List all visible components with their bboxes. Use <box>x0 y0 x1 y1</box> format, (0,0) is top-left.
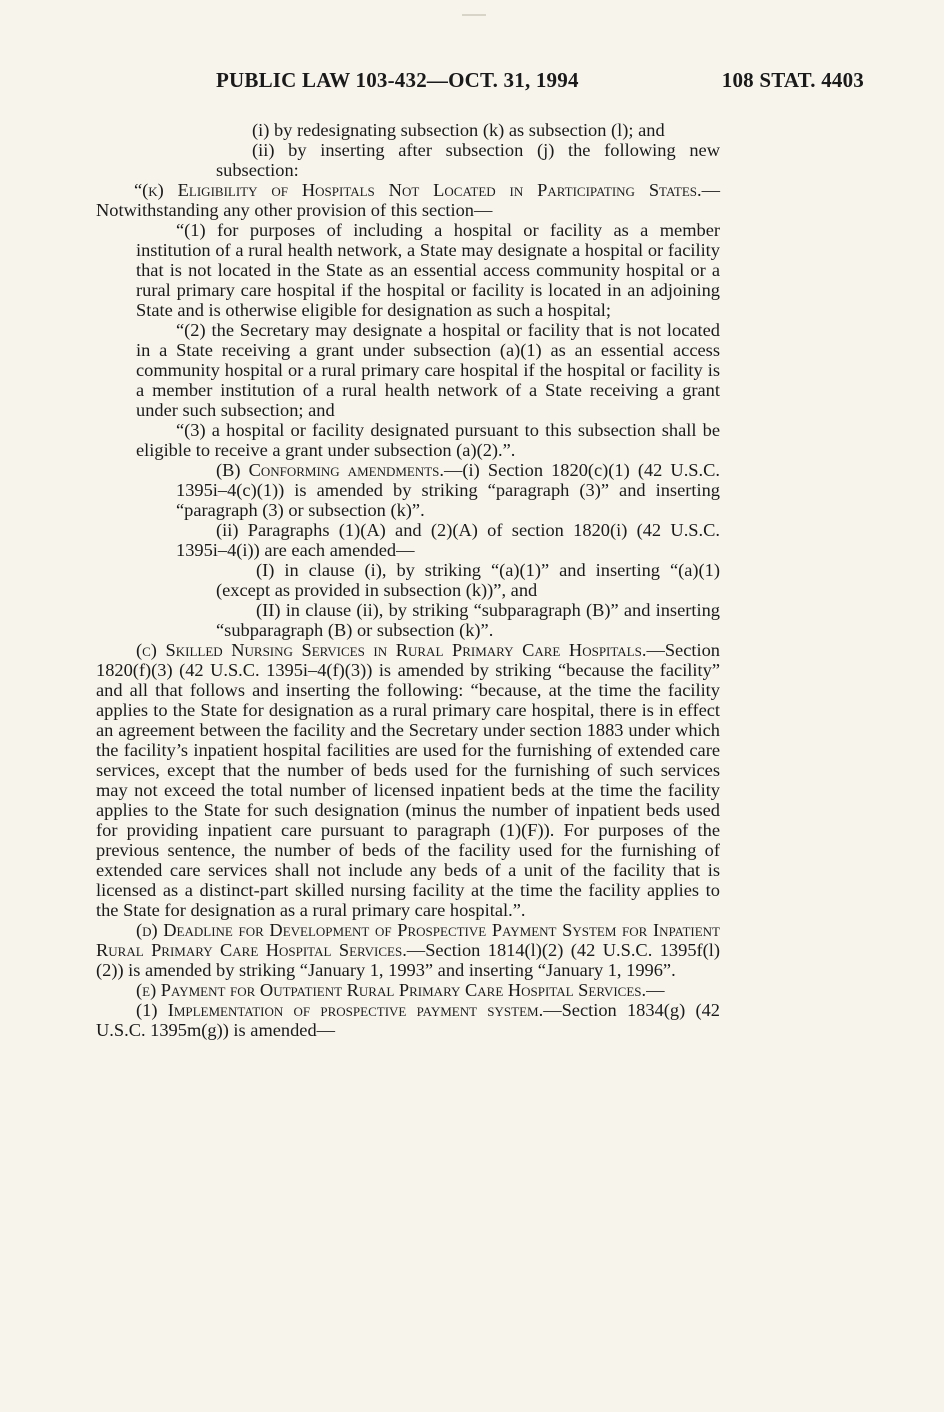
subsection-c-heading: (c) Skilled Nursing Services in Rural Primary Care Hospitals. <box>136 640 647 660</box>
subsection-k-heading: “(k) Eligibility of Hospitals Not Located in Participating States. <box>134 180 702 200</box>
law-title: PUBLIC LAW 103-432—OCT. 31, 1994 <box>216 68 579 92</box>
clause-i-redesignate: (i) by redesignating subsection (k) as subsection (l); and <box>252 120 665 140</box>
clause-B-ii: (ii) Paragraphs (1)(A) and (2)(A) of section 1820(i) (42 U.S.C. 1395i–4(i)) are each amended— <box>176 520 720 560</box>
subclause-II: (II) in clause (ii), by striking “subparagraph (B)” and inserting “subparagraph (B) or subsection (k)”. <box>216 600 720 640</box>
subparagraph-B-text: —(i) Section 1820(c)(1) (42 U.S.C. 1395i–4(c)(1)) is amended by striking “paragraph (3)” and inserting “paragraph (3) or subsection (k)”. <box>176 460 720 520</box>
subsection-e <box>96 980 720 1000</box>
running-header <box>216 68 864 96</box>
scan-artifact <box>462 14 486 16</box>
paragraph-e1-heading: (1) Implementation of prospective payment system. <box>136 1000 544 1020</box>
paragraph-k3: “(3) a hospital or facility designated pursuant to this subsection shall be eligible to receive a grant under subsection (a)(2).”. <box>136 420 720 460</box>
subparagraph-B-heading: (B) Conforming amendments. <box>216 460 445 480</box>
stat-reference: 108 STAT. 4403 <box>721 68 864 92</box>
subsection-k <box>96 180 720 220</box>
subclause-I: (I) in clause (i), by striking “(a)(1)” and inserting “(a)(1) (except as provided in subsection (k))”, and <box>216 560 720 600</box>
clause-ii-insert: (ii) by inserting after subsection (j) the following new subsection: <box>216 140 720 180</box>
paragraph-e1-text: —Section 1834(g) (42 U.S.C. 1395m(g)) is amended— <box>96 1000 720 1040</box>
paragraph-e1 <box>96 1000 720 1040</box>
subparagraph-B <box>96 460 720 520</box>
subsection-e-heading: (e) Payment for Outpatient Rural Primary Care Hospital Services. <box>136 980 647 1000</box>
subsection-d <box>96 920 720 980</box>
subsection-d-text: —Section 1814(l)(2) (42 U.S.C. 1395f(l)(2)) is amended by striking “January 1, 1993” and inserting “January 1, 1996”. <box>96 940 720 980</box>
paragraph-k2: “(2) the Secretary may designate a hospital or facility that is not located in a State receiving a grant under subsection (a)(1) as an essential access community hospital or a rural primary care hospital if the hospital or facility is a member institution of a rural health network of a State receiving a grant under such subsection; and <box>136 320 720 420</box>
subsection-e-text: — <box>646 980 665 1000</box>
subsection-k-text: —Notwithstanding any other provision of this section— <box>96 180 720 220</box>
subsection-c <box>96 640 720 920</box>
paragraph-k1: “(1) for purposes of including a hospital or facility as a member institution of a rural health network, a State may designate a hospital or facility that is not located in the State as an essential access community hospital or a rural primary care hospital if the hospital or facility is located in an adjoining State and is otherwise eligible for designation as such a hospital; <box>136 220 720 320</box>
subsection-c-text: —Section 1820(f)(3) (42 U.S.C. 1395i–4(f)(3)) is amended by striking “because the facility” and all that follows and inserting the following: “because, at the time the facility applies to the State for designation as a rural primary care hospital, there is in effect an agreement between the facility and the Secretary under section 1883 under which the facility’s inpatient hospital facilities are used for the furnishing of extended care services, except that the number of beds used for the furnishing of such services may not exceed the total number of licensed inpatient beds at the time the facility applies to the State for such designation (minus the number of inpatient beds used for providing inpatient care pursuant to paragraph (1)(F)). For purposes of the previous sentence, the number of beds of the facility used for the furnishing of extended care services shall not include any beds of a unit of the facility that is licensed as a distinct-part skilled nursing facility at the time the facility applies to the State for designation as a rural primary care hospital.”. <box>96 640 720 920</box>
subsection-d-heading: (d) Deadline for Development of Prospective Payment System for Inpatient Rural Primary Care Hospital Services. <box>96 920 720 960</box>
statute-body <box>96 120 720 1040</box>
